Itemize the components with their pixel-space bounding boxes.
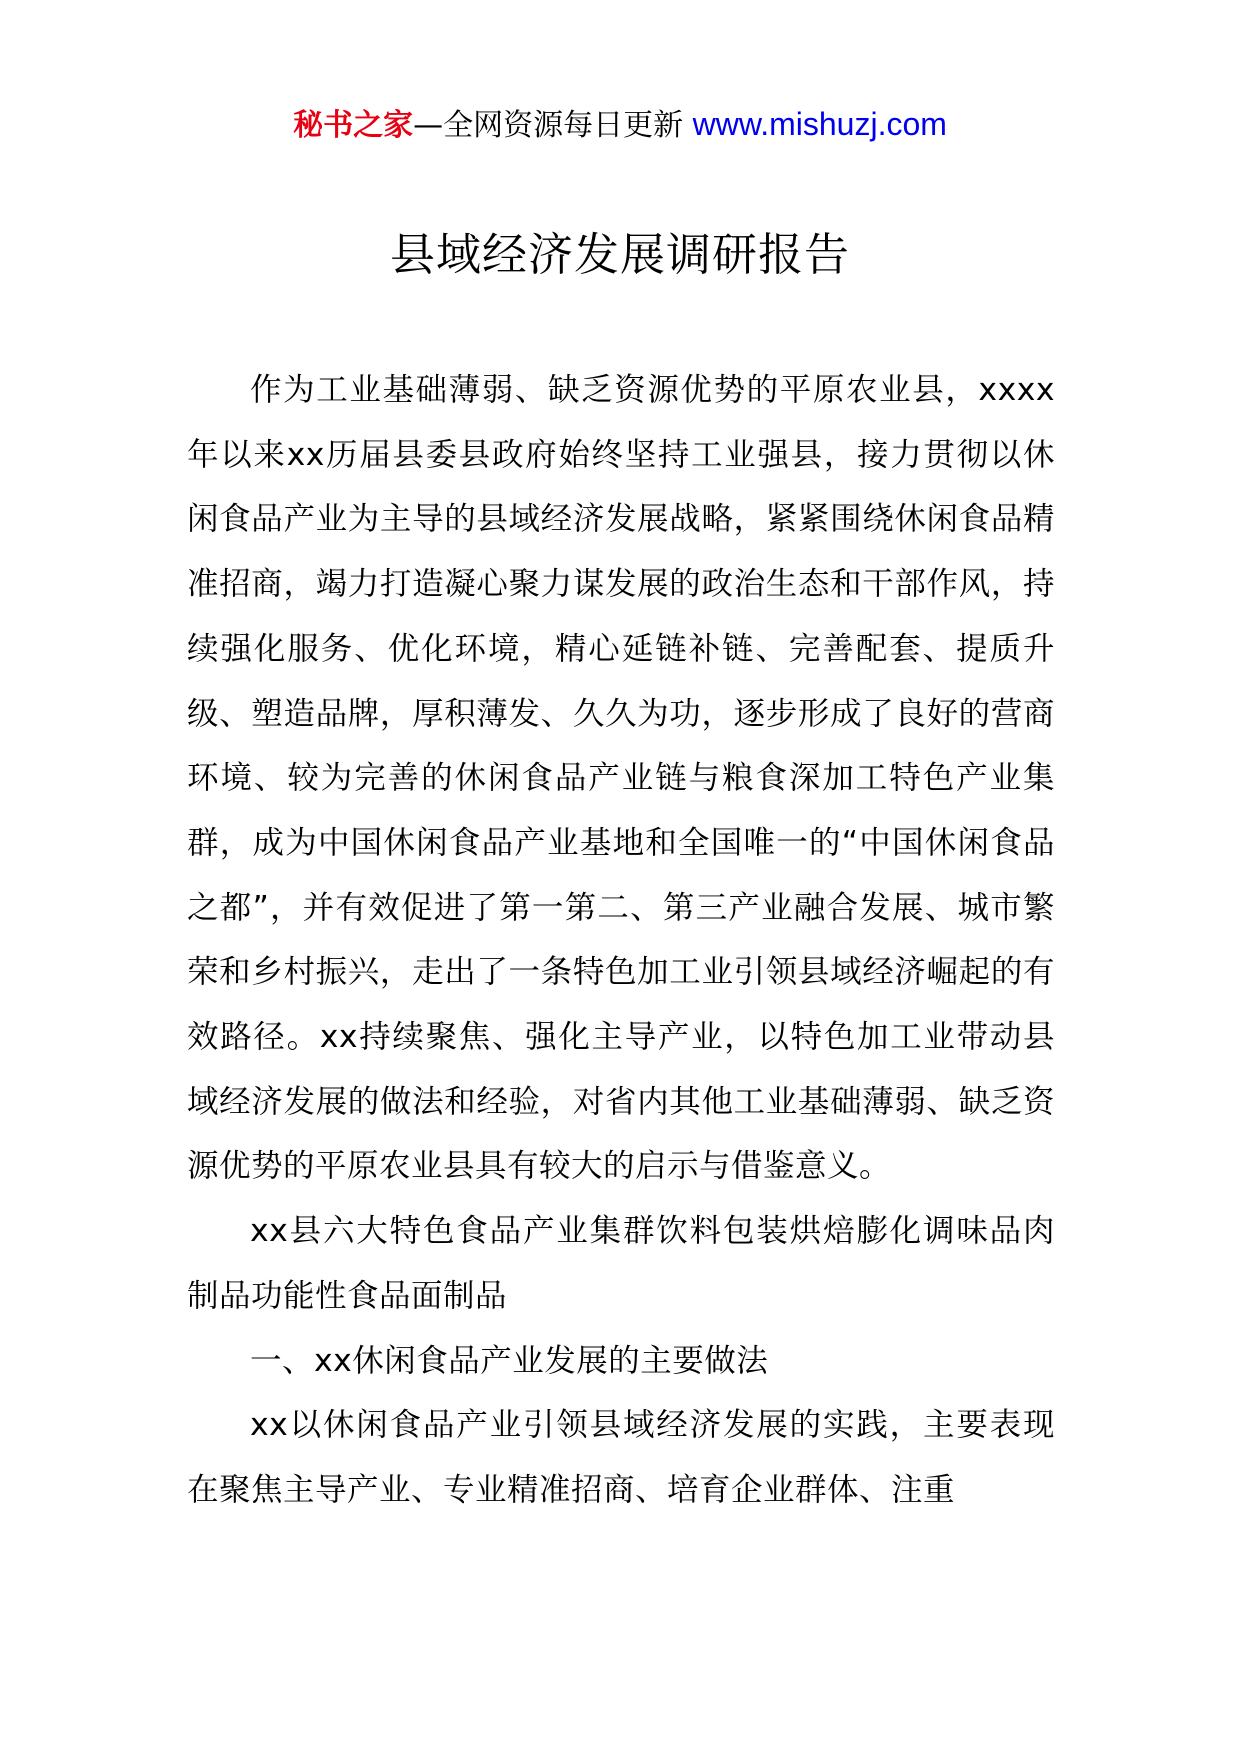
site-url-link[interactable]: www.mishuzj.com bbox=[692, 106, 947, 142]
paragraph-section-1: xx以休闲食品产业引领县域经济发展的实践，主要表现在聚焦主导产业、专业精准招商、培育企业群体、注重 bbox=[187, 1407, 1055, 1508]
site-header bbox=[0, 104, 1240, 146]
document-title: 县域经济发展调研报告 bbox=[389, 228, 850, 281]
paragraph-intro: 作为工业基础薄弱、缺乏资源优势的平原农业县，xxxx年以来xx历届县委县政府始终坚持工业强县，接力贯彻以休闲食品产业为主导的县域经济发展战略，紧紧围绕休闲食品精准招商，竭力打造凝心聚力谋发展的政治生态和干部作风，持续强化服务、优化环境，精心延链补链、完善配套、提质升级、塑造品牌，厚积薄发、久久为功，逐步形成了良好的营商环境、较为完善的休闲食品产业链与粮食深加工特色产业集群，成为中国休闲食品产业基地和全国唯一的“中国休闲食品之都”，并有效促进了第一第二、第三产业融合发展、城市繁荣和乡村振兴，走出了一条特色加工业引领县域经济崛起的有效路径。xx持续聚焦、强化主导产业，以特色加工业带动县域经济发展的做法和经验，对省内其他工业基础薄弱、缺乏资源优势的平原农业县具有较大的启示与借鉴意义。 bbox=[187, 372, 1055, 1185]
document-body bbox=[187, 358, 1055, 1523]
section-heading-1: 一、xx休闲食品产业发展的主要做法 bbox=[250, 1342, 769, 1379]
site-tagline: —全网资源每日更新 bbox=[413, 108, 693, 143]
paragraph-clusters: xx县六大特色食品产业集群饮料包装烘焙膨化调味品肉制品功能性食品面制品 bbox=[187, 1213, 1055, 1314]
site-brand: 秘书之家 bbox=[293, 108, 414, 143]
